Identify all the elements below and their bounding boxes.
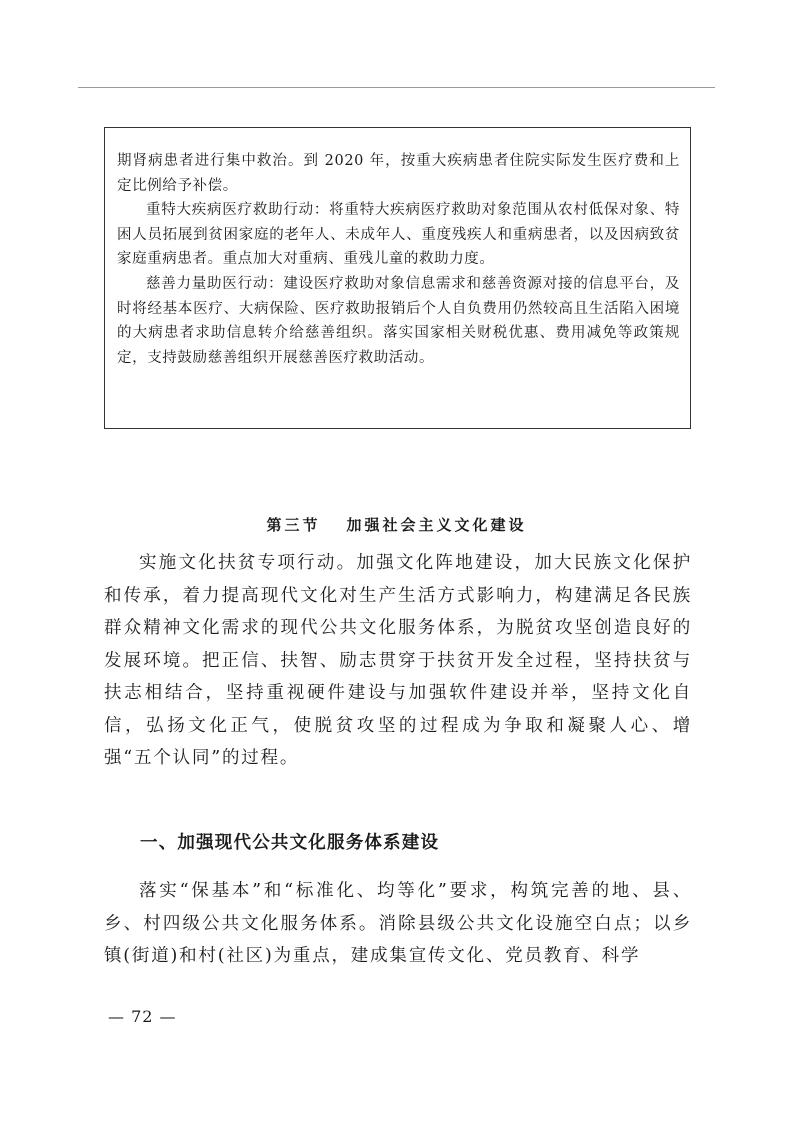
section-number: 第三节 (266, 516, 321, 534)
box-paragraph-2: 重特大疾病医疗救助行动：将重特大疾病医疗救助对象范围从农村低保对象、特困人员拓展到贫困家庭的老年人、未成年人、重度残疾人和重病患者，以及因病致贫家庭重病患者。重点加大对重病、重残儿童的救助力度。 (117, 202, 680, 268)
body-paragraph-2: 落实“保基本”和“标准化、均等化”要求，构筑完善的地、县、乡、村四级公共文化服务体系。消除县级公共文化设施空白点；以乡镇(街道)和村(社区)为重点，建成集宣传文化、党员教育、科学 (104, 881, 692, 966)
box-paragraph-1: 期肾病患者进行集中救治。到 2020 年，按重大疾病患者住院实际发生医疗费和上定比例给予补偿。 (117, 153, 680, 194)
body-paragraph-1: 实施文化扶贫专项行动。加强文化阵地建设，加大民族文化保护和传承，着力提高现代文化对生产生活方式影响力，构建满足各民族群众精神文化需求的现代公共文化服务体系，为脱贫攻坚创造良好的发展环境。把正信、扶智、励志贯穿于扶贫开发全过程，坚持扶贫与扶志相结合，坚持重视硬件建设与加强软件建设并举，坚持文化自信，弘扬文化正气，使脱贫攻坚的过程成为争取和凝聚人心、增强“五个认同”的过程。 (104, 553, 692, 768)
box-paragraph-3: 慈善力量助医行动：建设医疗救助对象信息需求和慈善资源对接的信息平台，及时将经基本医疗、大病保险、医疗救助报销后个人自负费用仍然较高且生活陷入困境的大病患者求助信息转介给慈善组织。落实国家相关财税优惠、费用减免等政策规定，支持鼓励慈善组织开展慈善医疗救助活动。 (117, 275, 680, 366)
section-name: 加强社会主义文化建设 (346, 516, 527, 534)
subheading-1: 一、加强现代公共文化服务体系建设 (140, 833, 440, 853)
header-rule (78, 87, 715, 88)
boxed-callout (104, 127, 691, 429)
section-title (0, 514, 793, 535)
page-number: — 72 — (108, 1007, 177, 1026)
